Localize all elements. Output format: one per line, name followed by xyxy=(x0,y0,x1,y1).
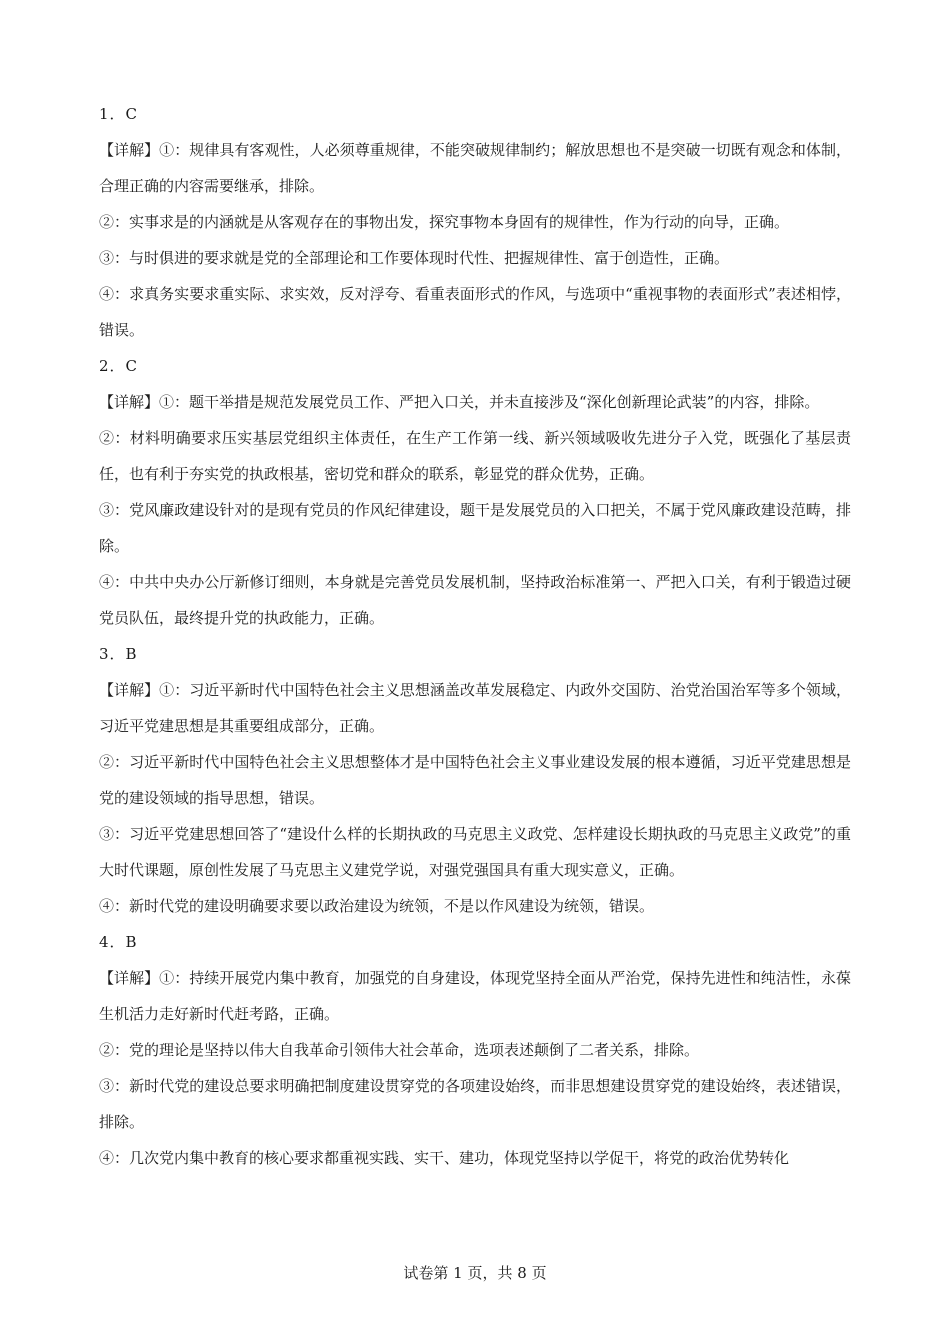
explanation-paragraph: ③：与时俱进的要求就是党的全部理论和工作要体现时代性、把握规律性、富于创造性，正确。 xyxy=(99,249,730,267)
explanation-paragraph: ②：习近平新时代中国特色社会主义思想整体才是中国特色社会主义事业建设发展的根本遵循，习近平党建思想是党的建设领域的指导思想，错误。 xyxy=(99,753,851,807)
explanation-paragraph: ③：党风廉政建设针对的是现有党员的作风纪律建设，题干是发展党员的入口把关，不属于党风廉政建设范畴，排除。 xyxy=(99,501,851,555)
answer-block-4 xyxy=(99,924,851,1176)
answer-content xyxy=(99,96,851,1176)
explanation-paragraph: ③：习近平党建思想回答了“建设什么样的长期执政的马克思主义政党、怎样建设长期执政的马克思主义政党”的重大时代课题，原创性发展了马克思主义建党学说，对强党强国具有重大现实意义，正确。 xyxy=(99,825,851,879)
answer-block-3 xyxy=(99,636,851,924)
explanation-paragraph: ②：材料明确要求压实基层党组织主体责任，在生产工作第一线、新兴领域吸收先进分子入党，既强化了基层责任，也有利于夯实党的执政根基，密切党和群众的联系，彰显党的群众优势，正确。 xyxy=(99,429,851,483)
explanation-paragraph: ③：新时代党的建设总要求明确把制度建设贯穿党的各项建设始终，而非思想建设贯穿党的建设始终，表述错误，排除。 xyxy=(99,1077,851,1131)
explanation-paragraph: 【详解】①：规律具有客观性，人必须尊重规律，不能突破规律制约；解放思想也不是突破一切既有观念和体制，合理正确的内容需要继承，排除。 xyxy=(99,141,851,195)
answer-heading: 4．B xyxy=(99,933,138,951)
explanation-paragraph: ④：中共中央办公厅新修订细则，本身就是完善党员发展机制，坚持政治标准第一、严把入口关，有利于锻造过硬党员队伍，最终提升党的执政能力，正确。 xyxy=(99,573,851,627)
explanation-paragraph: ④：几次党内集中教育的核心要求都重视实践、实干、建功，体现党坚持以学促干，将党的政治优势转化 xyxy=(99,1149,790,1167)
page-footer: 试卷第 1 页，共 8 页 xyxy=(403,1264,547,1282)
answer-heading: 2．C xyxy=(99,357,139,375)
answer-heading: 1．C xyxy=(99,105,139,123)
explanation-paragraph: 【详解】①：持续开展党内集中教育，加强党的自身建设，体现党坚持全面从严治党，保持先进性和纯洁性，永葆生机活力走好新时代赶考路，正确。 xyxy=(99,969,851,1023)
explanation-paragraph: 【详解】①：习近平新时代中国特色社会主义思想涵盖改革发展稳定、内政外交国防、治党治国治军等多个领域，习近平党建思想是其重要组成部分，正确。 xyxy=(99,681,851,735)
answer-block-1 xyxy=(99,96,851,348)
explanation-paragraph: ②：党的理论是坚持以伟大自我革命引领伟大社会革命，选项表述颠倒了二者关系，排除。 xyxy=(99,1041,700,1059)
answer-block-2 xyxy=(99,348,851,636)
answer-heading: 3．B xyxy=(99,645,138,663)
explanation-paragraph: 【详解】①：题干举措是规范发展党员工作、严把入口关，并未直接涉及“深化创新理论武装”的内容，排除。 xyxy=(99,393,820,411)
explanation-paragraph: ④：新时代党的建设明确要求要以政治建设为统领，不是以作风建设为统领，错误。 xyxy=(99,897,655,915)
explanation-paragraph: ②：实事求是的内涵就是从客观存在的事物出发，探究事物本身固有的规律性，作为行动的向导，正确。 xyxy=(99,213,790,231)
explanation-paragraph: ④：求真务实要求重实际、求实效，反对浮夸、看重表面形式的作风，与选项中“重视事物的表面形式”表述相悖，错误。 xyxy=(99,285,851,339)
